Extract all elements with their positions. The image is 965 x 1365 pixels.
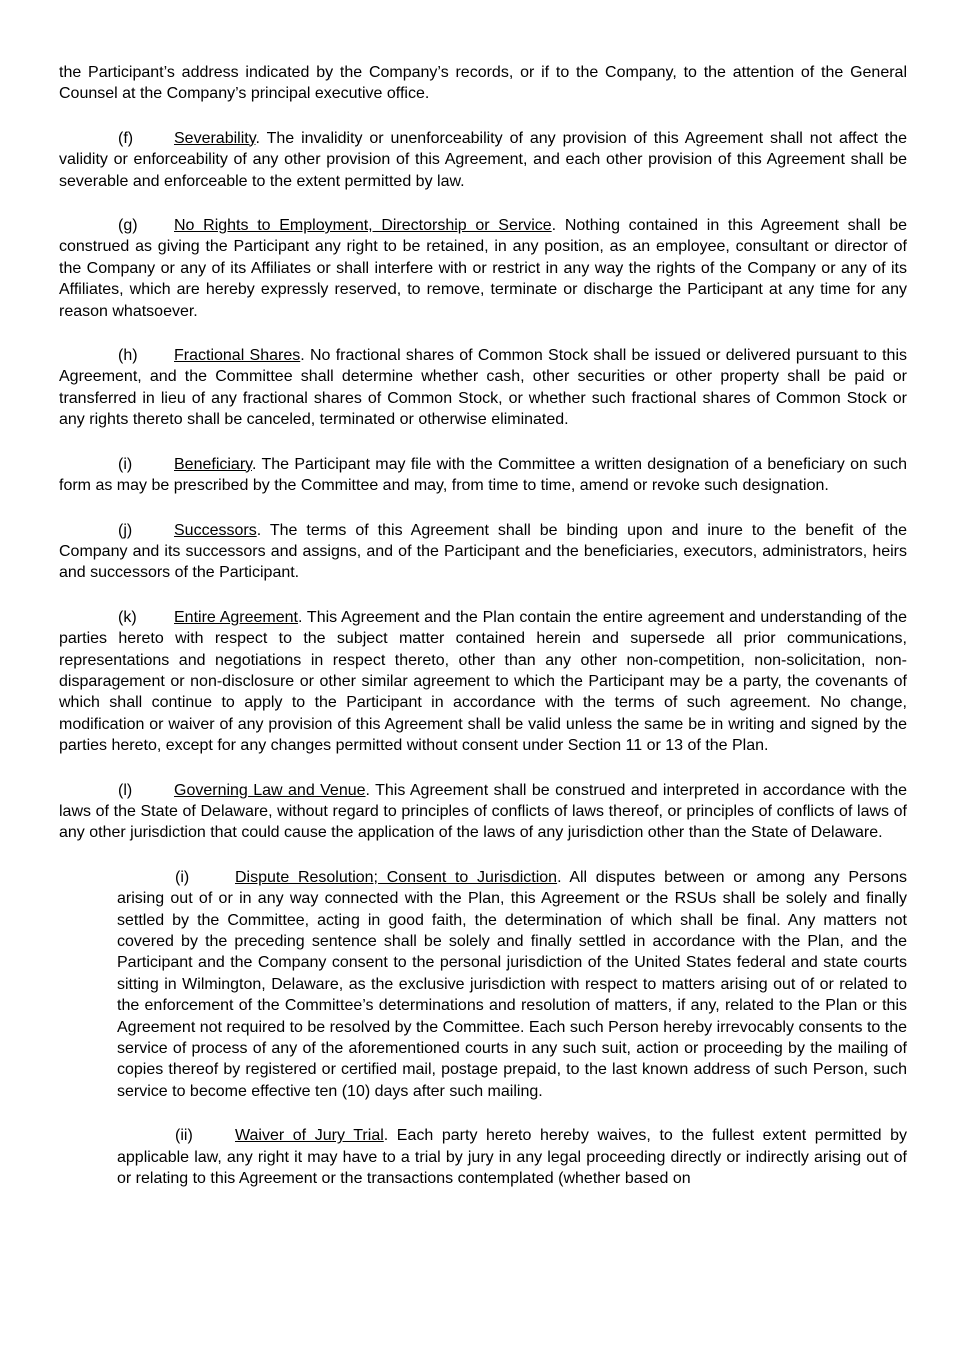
- section-body: . This Agreement and the Plan contain the entire agreement and understanding of the parties hereto with respect to the subject matter contained herein and supersede all prior communications, representations and negotiations in respect thereto, other than any other non-competition, non-solicitation, non-disparagement or non-disclosure or other similar agreement to which the Participant may be a party, the covenants of which shall continue to apply to the Participant in accordance with the terms of such agreement. No change, modification or waiver of any provision of this Agreement shall be valid unless the same be in writing and signed by the parties hereto, except for any changes permitted without consent under Section 11 or 13 of the Plan.: [59, 608, 907, 755]
- subsection-heading: Waiver of Jury Trial: [235, 1127, 384, 1145]
- section-marker: (h): [118, 347, 138, 365]
- section-heading: Successors: [174, 521, 257, 539]
- section-g: [59, 215, 907, 322]
- subsection-ii: [117, 1125, 907, 1189]
- section-body: . The Participant may file with the Committee a written designation of a beneficiary on such form as may be prescribed by the Committee and may, from time to time, amend or revoke such designation.: [59, 455, 907, 495]
- subsection-marker: (i): [175, 868, 190, 886]
- section-heading: Entire Agreement: [174, 608, 298, 626]
- section-heading: Beneficiary: [174, 455, 252, 473]
- section-i: [59, 454, 907, 497]
- section-marker: (f): [118, 129, 134, 147]
- opening-paragraph: the Participant’s address indicated by the Company’s records, or if to the Company, to the attention of the General Counsel at the Company’s principal executive office.: [59, 64, 907, 103]
- section-marker: (i): [118, 455, 133, 473]
- section-body: . The terms of this Agreement shall be binding upon and inure to the benefit of the Company and its successors and assigns, and of the Participant and the beneficiaries, executors, administrators, heirs and successors of the Participant.: [59, 521, 907, 582]
- subsection-heading: Dispute Resolution; Consent to Jurisdiction: [235, 868, 558, 886]
- section-heading: Governing Law and Venue: [174, 781, 366, 799]
- section-j: [59, 520, 907, 584]
- section-body: . The invalidity or unenforceability of any provision of this Agreement shall not affect the validity or enforceability of any other provision of this Agreement, and each other provision of this Agreement shall be severable and enforceable to the extent permitted by law.: [59, 129, 907, 190]
- section-k: [59, 607, 907, 757]
- section-marker: (l): [118, 781, 133, 799]
- section-heading: Fractional Shares: [174, 347, 301, 365]
- section-marker: (g): [118, 217, 138, 235]
- section-f: [59, 128, 907, 192]
- section-marker: (k): [118, 608, 137, 626]
- section-body: . This Agreement shall be construed and interpreted in accordance with the laws of the State of Delaware, without regard to principles of conflicts of laws thereof, or principles of conflicts of laws of any other jurisdiction that could cause the application of the laws of any jurisdiction other than the State of Delaware.: [59, 781, 907, 842]
- section-body: . No fractional shares of Common Stock shall be issued or delivered pursuant to this Agreement, and the Committee shall determine whether cash, other securities or other property shall be paid or transferred in lieu of any fractional shares of Common Stock, or whether such fractional shares of Common Stock or any rights thereto shall be canceled, terminated or otherwise eliminated.: [59, 347, 907, 429]
- section-heading: Severability: [174, 129, 256, 147]
- section-l: [59, 780, 907, 844]
- section-h: [59, 345, 907, 431]
- subsection-body: . All disputes between or among any Persons arising out of or in any way connected with the Plan, this Agreement or the RSUs shall be solely and finally settled by the Committee, acting in good faith, the determination of which shall be final. Any matters not covered by the preceding sentence shall be solely and finally settled in accordance with the Plan, and the Participant and the Company consent to the personal jurisdiction of the United States federal and state courts sitting in Wilmington, Delaware, as the exclusive jurisdiction with respect to matters arising out of or related to the enforcement of the Committee’s determinations and resolution of matters, if any, related to the Plan or this Agreement not required to be resolved by the Committee. Each such Person hereby irrevocably consents to the service of process of any of the aforementioned courts in any such suit, action or proceeding by the mailing of copies thereof by registered or certified mail, postage prepaid, to the last known address of such Person, such service to become effective ten (10) days after such mailing.: [117, 868, 908, 1100]
- document-page: [59, 62, 907, 1212]
- subsection-marker: (ii): [175, 1127, 193, 1145]
- section-marker: (j): [118, 521, 133, 539]
- section-body: . Nothing contained in this Agreement shall be construed as giving the Participant any right to be retained, in any position, as an employee, consultant or director of the Company or any of its Affiliates or shall interfere with or restrict in any way the rights of the Company or any of its Affiliates, which are hereby expressly reserved, to remove, terminate or discharge the Participant at any time for any reason whatsoever.: [59, 217, 908, 320]
- subsection-body: . Each party hereto hereby waives, to the fullest extent permitted by applicable law, any right it may have to a trial by jury in any legal proceeding directly or indirectly arising out of or relating to this Agreement or the transactions contemplated (whether based on: [117, 1127, 907, 1188]
- section-heading: No Rights to Employment, Directorship or Service: [174, 217, 552, 235]
- subsection-i: [117, 867, 907, 1102]
